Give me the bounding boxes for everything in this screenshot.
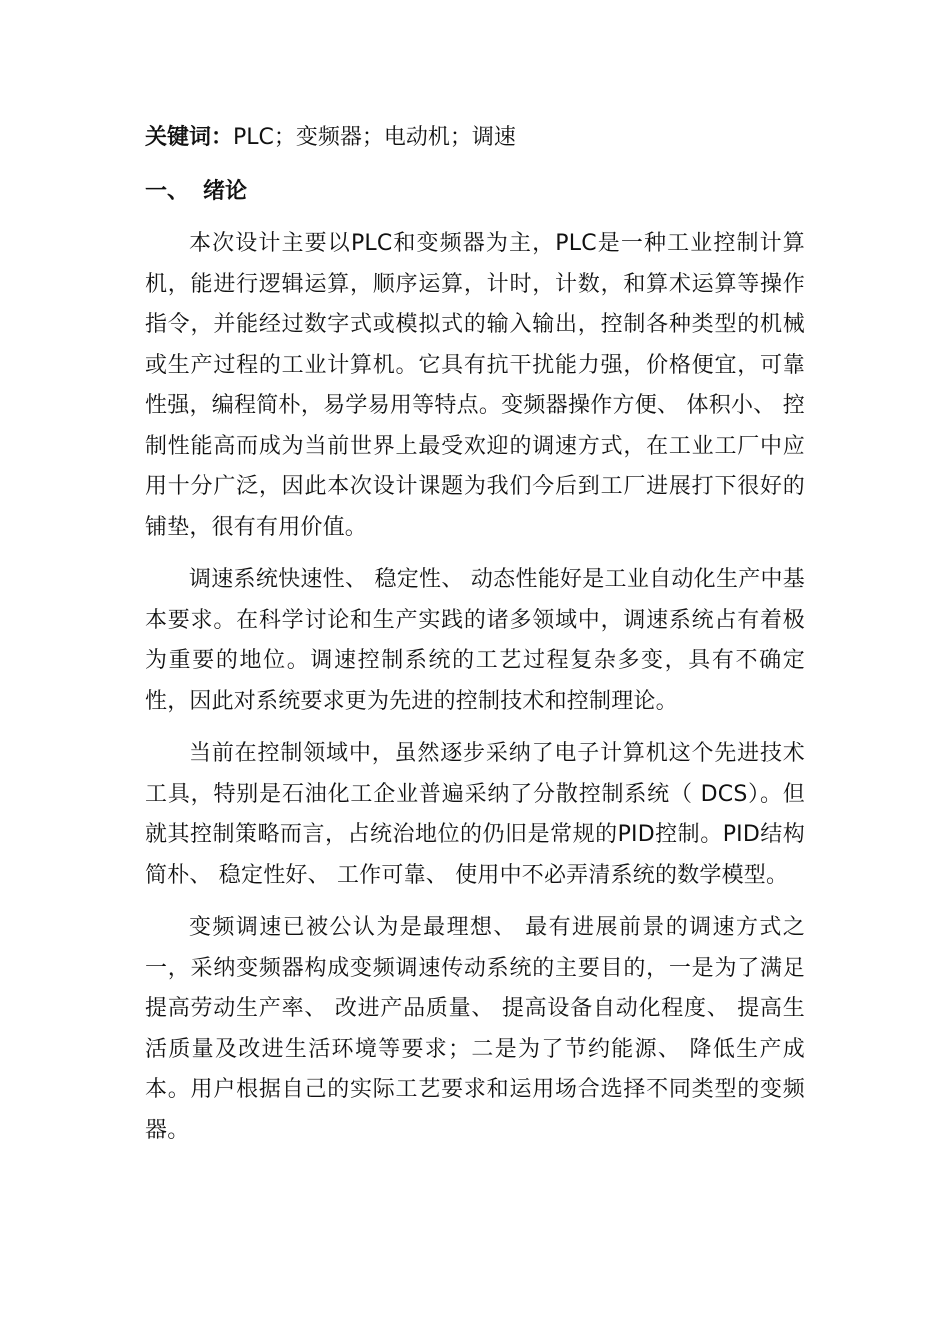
paragraph-3: 当前在控制领域中，虽然逐步采纳了电子计算机这个先进技术工具，特别是石油化工企业普遍采纳了分散控制系统（ DCS）。但就其控制策略而言，占统治地位的仍旧是常规的PID控制。PID结构简朴、 稳定性好、 工作可靠、 使用中不必弄清系统的数学模型。 (145, 741, 805, 888)
paragraph-4: 变频调速已被公认为是最理想、 最有进展前景的调速方式之一，采纳变频器构成变频调速传动系统的主要目的，一是为了满足提高劳动生产率、 改进产品质量、 提高设备自动化程度、 提高生活质量及改进生活环境等要求；二是为了节约能源、 降低生产成本。用户根据自己的实际工艺要求和运用场合选择不同类型的变频器。 (145, 915, 805, 1143)
document-page (145, 118, 805, 1163)
paragraph-2: 调速系统快速性、 稳定性、 动态性能好是工业自动化生产中基本要求。在科学讨论和生产实践的诸多领域中，调速系统占有着极为重要的地位。调速控制系统的工艺过程复杂多变，具有不确定性，因此对系统要求更为先进的控制技术和控制理论。 (145, 567, 805, 714)
keywords-text: PLC；变频器；电动机；调速 (233, 125, 516, 150)
paragraph-1: 本次设计主要以PLC和变频器为主，PLC是一种工业控制计算机，能进行逻辑运算，顺序运算，计时，计数，和算术运算等操作指令，并能经过数字式或模拟式的输入输出，控制各种类型的机械或生产过程的工业计算机。它具有抗干扰能力强，价格便宜，可靠性强，编程简朴，易学易用等特点。变频器操作方便、 体积小、 控制性能高而成为当前世界上最受欢迎的调速方式，在工业工厂中应用十分广泛，因此本次设计课题为我们今后到工厂进展打下很好的铺垫，很有有用价值。 (145, 231, 805, 540)
section-title: 绪论 (203, 179, 248, 204)
keywords-label: 关键词： (145, 125, 234, 150)
keywords-line (145, 118, 805, 158)
section-number: 一、 (145, 179, 190, 204)
section-heading (145, 172, 805, 212)
